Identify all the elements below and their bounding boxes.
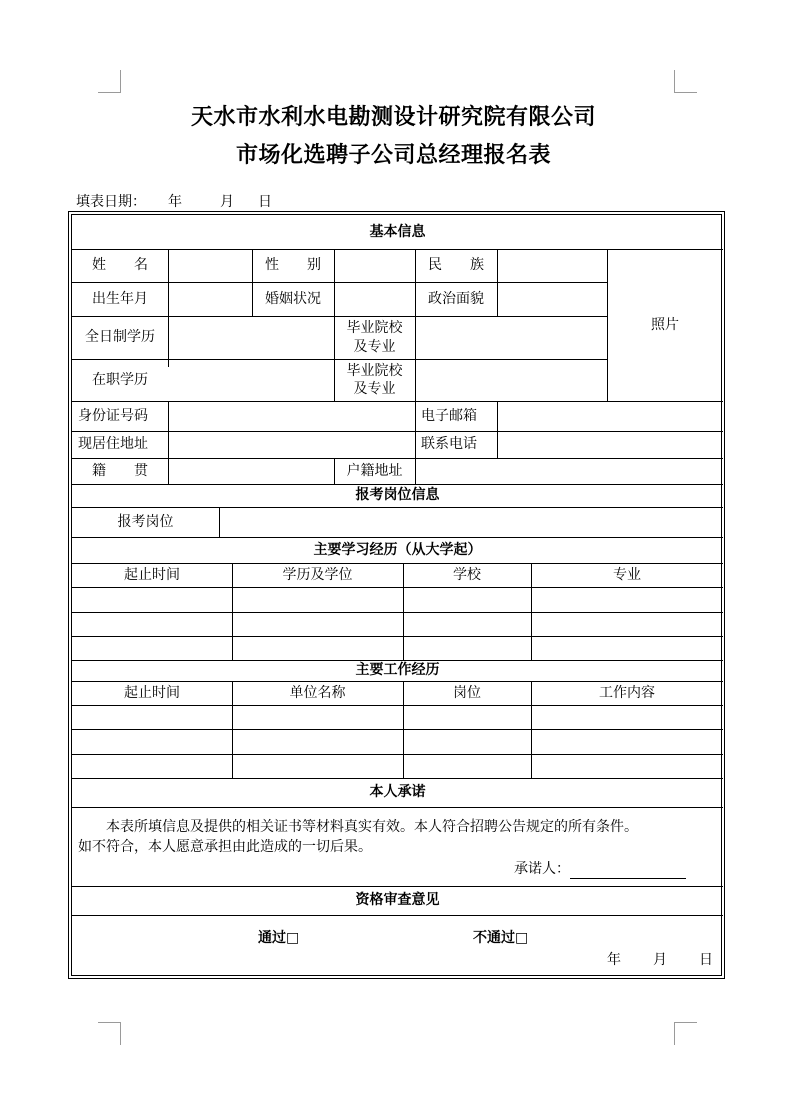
pledge-text-line1: 本表所填信息及提供的相关证书等材料真实有效。本人符合招聘公告规定的所有条件。	[106, 819, 638, 835]
current-address-field[interactable]	[168, 431, 415, 458]
signer-label: 承诺人：	[514, 861, 570, 877]
table-row[interactable]	[72, 754, 723, 778]
work-col-period: 起止时间	[124, 684, 180, 701]
photo-box[interactable]: 照片	[651, 316, 679, 333]
ethnicity-field[interactable]	[497, 249, 607, 282]
pledge-text-line2: 如不符合，本人愿意承担由此造成的一切后果。	[78, 839, 372, 855]
table-row[interactable]	[72, 729, 723, 754]
label-marital-status: 婚姻状况	[265, 290, 321, 307]
label-ethnicity: 民 族	[428, 257, 484, 274]
political-status-field[interactable]	[497, 282, 607, 316]
study-col-school: 学校	[453, 566, 481, 583]
section-heading-position: 报考岗位信息	[355, 487, 440, 504]
inservice-education-field[interactable]	[168, 359, 334, 401]
birth-date-field[interactable]	[168, 282, 252, 316]
label-gender: 性 别	[265, 257, 321, 274]
fill-date	[76, 191, 272, 211]
study-col-major: 专业	[613, 566, 641, 583]
review-date-day: 日	[699, 952, 713, 968]
section-heading-basic-info: 基本信息	[369, 223, 426, 240]
section-heading-study-history: 主要学习经历（从大学起）	[313, 541, 482, 558]
graduate-school-inservice-field[interactable]	[415, 359, 607, 401]
label-current-address: 现居住地址	[78, 436, 148, 453]
section-heading-work-history: 主要工作经历	[355, 662, 440, 679]
crop-mark-top-right	[674, 70, 697, 93]
label-phone: 联系电话	[421, 436, 477, 453]
pledge-signature	[514, 859, 686, 879]
document-title-line2: 市场化选聘子公司总经理报名表	[235, 142, 551, 168]
household-address-field[interactable]	[415, 458, 723, 484]
study-col-degree: 学历及学位	[282, 566, 353, 583]
review-pass-checkbox[interactable]: 通过□	[258, 930, 300, 946]
table-row[interactable]	[72, 612, 723, 636]
signature-line[interactable]	[570, 864, 686, 879]
study-col-period: 起止时间	[124, 566, 180, 583]
table-row[interactable]	[72, 636, 723, 660]
id-number-field[interactable]	[168, 401, 415, 431]
fill-date-year: 年	[168, 194, 182, 210]
review-date-year: 年	[607, 952, 621, 968]
applied-position-field[interactable]	[219, 507, 723, 537]
fulltime-education-field[interactable]	[168, 316, 334, 359]
fill-date-day: 日	[258, 194, 272, 210]
review-fail-checkbox[interactable]: 不通过□	[473, 930, 529, 946]
name-field[interactable]	[168, 249, 252, 282]
native-place-field[interactable]	[168, 458, 334, 484]
table-row[interactable]	[72, 705, 723, 729]
marital-status-field[interactable]	[334, 282, 415, 316]
work-col-duties: 工作内容	[599, 684, 655, 701]
crop-mark-bottom-left	[98, 1022, 121, 1045]
label-birth-date: 出生年月	[92, 290, 148, 307]
crop-mark-bottom-right	[674, 1022, 697, 1045]
form-table	[71, 214, 722, 976]
label-applied-position: 报考岗位	[117, 513, 174, 530]
work-col-post: 岗位	[453, 684, 481, 701]
label-id-number: 身份证号码	[78, 407, 148, 424]
label-political-status: 政治面貌	[428, 290, 484, 307]
label-inservice-education: 在职学历	[92, 371, 148, 388]
section-heading-pledge: 本人承诺	[369, 784, 426, 801]
graduate-school-fulltime-field[interactable]	[415, 316, 607, 359]
fill-date-label: 填表日期：	[76, 194, 146, 210]
gender-field[interactable]	[334, 249, 415, 282]
label-name: 姓 名	[92, 257, 148, 274]
fill-date-month: 月	[220, 194, 234, 210]
section-heading-review: 资格审查意见	[355, 892, 440, 909]
phone-field[interactable]	[497, 431, 723, 458]
label-graduate-school-fulltime: 毕业院校 及专业	[346, 320, 403, 355]
document-title-line1: 天水市水利水电勘测设计研究院有限公司	[190, 104, 596, 130]
label-graduate-school-inservice: 毕业院校 及专业	[346, 362, 403, 397]
label-email: 电子邮箱	[421, 407, 477, 424]
review-date	[607, 949, 713, 969]
label-fulltime-education: 全日制学历	[85, 329, 155, 346]
email-field[interactable]	[497, 401, 723, 431]
table-row[interactable]	[72, 587, 723, 612]
label-native-place: 籍 贯	[92, 462, 148, 479]
crop-mark-top-left	[98, 70, 121, 93]
work-col-employer: 单位名称	[289, 684, 346, 701]
review-date-month: 月	[653, 952, 667, 968]
label-household-address: 户籍地址	[346, 462, 403, 479]
registration-form	[68, 211, 725, 979]
